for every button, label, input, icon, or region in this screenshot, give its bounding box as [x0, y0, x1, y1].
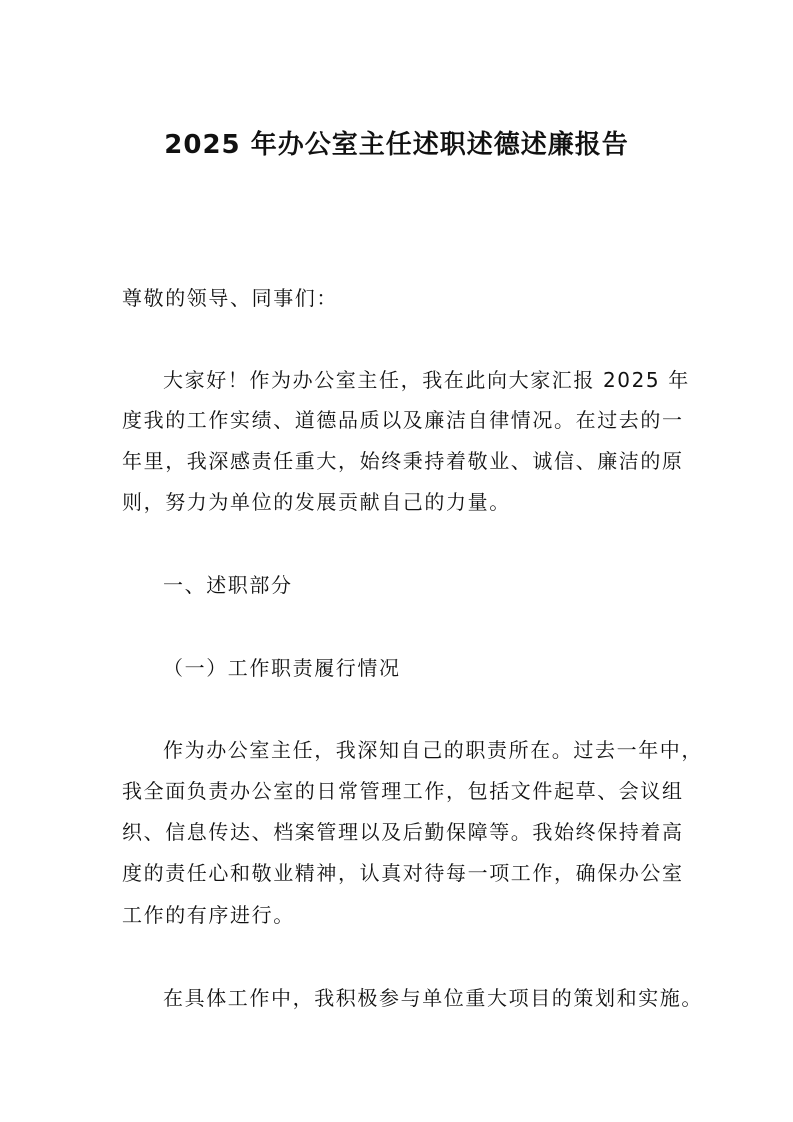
last-line: 在具体工作中，我积极参与单位重大项目的策划和实施。: [163, 986, 703, 1010]
body-line-5: 工作的有序进行。: [122, 903, 295, 927]
body-line-2: 我全面负责办公室的日常管理工作，包括文件起草、会议组: [122, 779, 684, 803]
subsection-heading: （一）工作职责履行情况: [163, 656, 401, 680]
body-line-1: 作为办公室主任，我深知自己的职责所在。过去一年中，: [163, 738, 703, 762]
intro-line-1: 大家好！作为办公室主任，我在此向大家汇报 2025 年: [163, 368, 690, 392]
section-heading: 一、述职部分: [163, 573, 293, 597]
intro-line-4: 则，努力为单位的发展贡献自己的力量。: [122, 490, 511, 514]
body-line-4: 度的责任心和敬业精神，认真对待每一项工作，确保办公室: [122, 861, 684, 885]
salutation: 尊敬的领导、同事们：: [122, 286, 338, 310]
document-title: 2025 年办公室主任述职述德述廉报告: [164, 130, 629, 160]
intro-line-3: 年里，我深感责任重大，始终秉持着敬业、诚信、廉洁的原: [122, 449, 684, 473]
body-line-3: 织、信息传达、档案管理以及后勤保障等。我始终保持着高: [122, 820, 684, 844]
intro-line-2: 度我的工作实绩、道德品质以及廉洁自律情况。在过去的一: [122, 408, 684, 432]
